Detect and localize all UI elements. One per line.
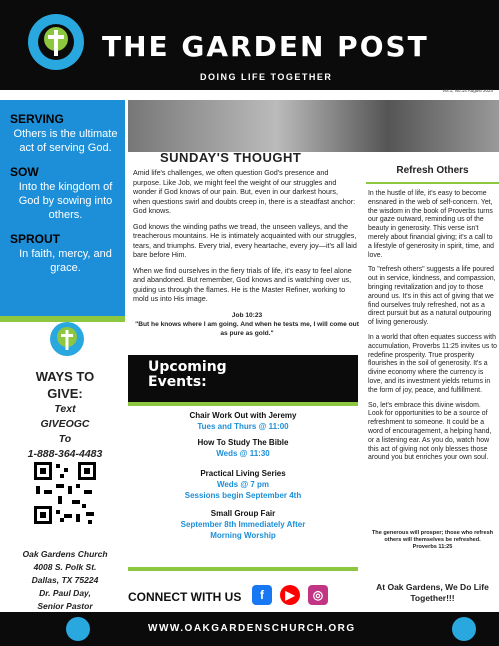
- bible-photo: [128, 100, 499, 152]
- newsletter-title: THE GARDEN POST: [102, 30, 429, 63]
- serving-text: Others is the ultimate act of serving God.: [13, 128, 118, 154]
- event-3-time: Weds @ 7 pm: [216, 480, 270, 489]
- sow-heading: SOW: [10, 165, 39, 179]
- events-title-line2: Events:: [148, 374, 207, 390]
- event-1-name: Chair Work Out with Jeremy: [189, 411, 297, 420]
- paragraph: So, let's embrace this divine wisdom. Look for opportunities to be a source of refreshment to someone. It could be a word of encouragement, a helping hand, or a listening ear. As you do, watch how this act of giving not only blesses those around you but enriches your own soul.: [368, 401, 492, 462]
- event-3-extra: Sessions begin September 4th: [184, 491, 302, 500]
- refresh-title: Refresh Others: [396, 165, 469, 176]
- city: Dallas, TX 75224: [31, 575, 99, 585]
- event-3-name: Practical Living Series: [200, 469, 286, 478]
- closing-line: At Oak Gardens, We Do Life Together!!!: [376, 582, 489, 603]
- paragraph: Amid life's challenges, we often question God's presence and purpose. Like Job, we might feel the weight of our struggles and wonder if God knows of our pain. But, even in our darkest hours, when questions swirl and doubts creep in, there is a steadfast anchor: God knows.: [133, 168, 356, 215]
- verse-reference: Job 10:23: [231, 312, 263, 319]
- tree-icon: [50, 322, 84, 356]
- event-4-name: Small Group Fair: [210, 509, 276, 518]
- give-heading-2: GIVE:: [47, 386, 83, 401]
- tagline: DOING LIFE TOGETHER: [200, 72, 333, 82]
- events-title: [148, 360, 227, 390]
- church-name: Oak Gardens Church: [22, 549, 108, 559]
- green-divider: [128, 402, 358, 406]
- verse-text: "But he knows where I am going. And when he tests me, I will come out as pure as gold.": [135, 321, 359, 337]
- church-address: [10, 548, 120, 613]
- sprout-heading: SPROUT: [10, 232, 61, 246]
- event-2-name: How To Study The Bible: [197, 438, 289, 447]
- event-1-time: Tues and Thurs @ 11:00: [197, 422, 289, 431]
- small-logo: [50, 322, 84, 356]
- paragraph: To "refresh others" suggests a life poured out in service, kindness, and compassion, bringing revitalization and joy to those around us. It's in this act of giving that we find ourselves truly refreshed, not as a direct pursuit but as a natural outpouring of living generously.: [368, 266, 496, 327]
- pastor: Dr. Paul Day,: [39, 588, 91, 598]
- events-title-line1: Upcoming: [148, 359, 227, 375]
- give-to: To: [58, 433, 72, 445]
- green-divider: [128, 567, 358, 571]
- give-code: GIVEOGC: [40, 418, 90, 430]
- tree-cross-icon: [36, 22, 76, 62]
- sprout-text: In faith, mercy, and grace.: [19, 248, 112, 274]
- proverb-quote: [368, 530, 497, 551]
- pastor-role: Senior Pastor: [37, 601, 93, 611]
- give-heading-1: WAYS TO: [35, 369, 95, 384]
- volume-info: Vol.1, No.14 August 2024: [442, 88, 493, 93]
- youtube-icon[interactable]: ▶: [280, 585, 300, 605]
- values-panel: [0, 100, 125, 316]
- instagram-icon[interactable]: ◎: [308, 585, 328, 605]
- street: 4008 S. Polk St.: [33, 562, 97, 572]
- paragraph: In the hustle of life, it's easy to become ensnared in the web of self-concern. Yet, the wisdom in the book of Proverbs turns our gaze outward, reminding us of the beauty in generosity. This verse isn't merely about financial giving; it's a call to a lifestyle of generosity in spirit, time, and love.: [368, 190, 495, 259]
- quote-reference: Proverbs 11:25: [412, 544, 453, 550]
- sow-text: Into the kingdom of God by sowing into others.: [18, 181, 113, 221]
- church-logo: [28, 14, 84, 70]
- paragraph: God knows the winding paths we tread, the unseen valleys, and the treacherous mountains. He is intimately acquainted with our struggles, tears, and triumphs. Every trial, every heartache, every joy—it's all laid bare before Him.: [133, 221, 357, 259]
- website-link[interactable]: WWW.OAKGARDENSCHURCH.ORG: [148, 623, 356, 634]
- green-divider: [366, 182, 499, 184]
- scripture: [133, 311, 361, 338]
- connect-label: CONNECT WITH US: [128, 590, 242, 604]
- footer-logo-icon: [452, 617, 476, 641]
- sundays-thought-title: SUNDAY'S THOUGHT: [160, 150, 302, 165]
- give-phone[interactable]: 1-888-364-4483: [27, 448, 103, 460]
- event-4-time-2: Morning Worship: [210, 531, 276, 540]
- event-2-time: Weds @ 11:30: [216, 449, 270, 458]
- paragraph: When we find ourselves in the fiery trials of life, it's easy to feel alone and abandoned. But remember, God knows and is watching over us, guiding us through the flames. He is the Master Refiner, working to mold us into His image.: [133, 265, 352, 303]
- quote-text: The generous will prosper; those who refresh others will themselves be refreshed.: [371, 530, 494, 543]
- footer-logo-icon: [66, 617, 90, 641]
- give-text: Text: [54, 403, 76, 415]
- sundays-thought-body: [133, 168, 357, 310]
- event-4-time-1: September 8th Immediately After: [180, 520, 306, 529]
- paragraph: In a world that often equates success with accumulation, Proverbs 11:25 invites us to redefine prosperity. True prosperity flourishes in the soil of generosity. It's a divine economy where the currency is love, and its investment yields returns in the form of joy, peace, and fulfillment.: [368, 333, 497, 394]
- facebook-icon[interactable]: f: [252, 585, 272, 605]
- qr-code[interactable]: [32, 460, 98, 526]
- refresh-body: [368, 190, 497, 469]
- serving-heading: SERVING: [10, 112, 64, 126]
